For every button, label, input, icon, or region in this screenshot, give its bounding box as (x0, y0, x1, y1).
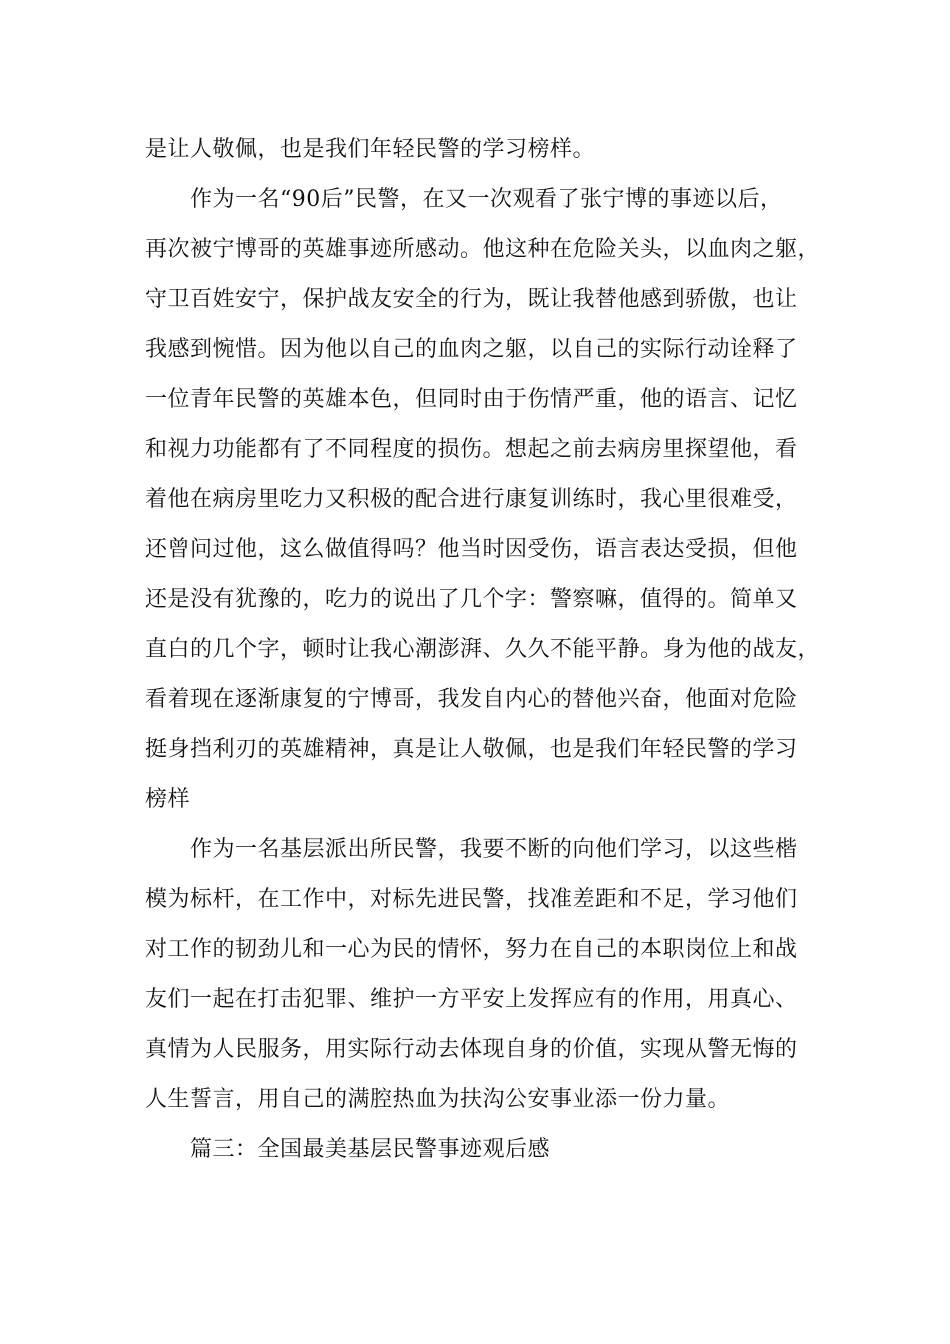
text-line: 对工作的韧劲儿和一心为民的情怀，努力在自己的本职岗位上和战 (145, 937, 798, 962)
text-line: 模为标杆，在工作中，对标先进民警，找准差距和不足，学习他们 (145, 887, 798, 912)
text-line: 挺身挡利刃的英雄精神，真是让人敬佩，也是我们年轻民警的学习 (145, 737, 798, 762)
section-heading: 篇三：全国最美基层民警事迹观后感 (190, 1137, 551, 1162)
text-line: 还是没有犹豫的，吃力的说出了几个字：警察嘛，值得的。简单又 (145, 587, 798, 612)
text-line: 守卫百姓安宁，保护战友安全的行为，既让我替他感到骄傲，也让 (145, 287, 798, 312)
text-line: 真情为人民服务，用实际行动去体现自身的价值，实现从警无悔的 (145, 1037, 798, 1062)
text-line: 和视力功能都有了不同程度的损伤。想起之前去病房里探望他，看 (145, 437, 798, 462)
text-line: 作为一名“90后”民警，在又一次观看了张宁博的事迹以后， (190, 187, 783, 212)
text-line: 作为一名基层派出所民警，我要不断的向他们学习，以这些楷 (190, 837, 798, 862)
text-line: 是让人敬佩，也是我们年轻民警的学习榜样。 (145, 137, 596, 162)
text-line: 再次被宁博哥的英雄事迹所感动。他这种在危险关头，以血肉之躯， (145, 237, 821, 262)
text-line: 着他在病房里吃力又积极的配合进行康复训练时，我心里很难受， (145, 487, 798, 512)
text-line: 一位青年民警的英雄本色，但同时由于伤情严重，他的语言、记忆 (145, 387, 798, 412)
text-line: 我感到惋惜。因为他以自己的血肉之躯，以自己的实际行动诠释了 (145, 337, 798, 362)
text-line: 直白的几个字，顿时让我心潮澎湃、久久不能平静。身为他的战友， (145, 637, 821, 662)
text-line: 还曾问过他，这么做值得吗？他当时因受伤，语言表达受损，但他 (145, 537, 798, 562)
text-line: 榜样 (145, 787, 191, 812)
text-line: 看着现在逐渐康复的宁博哥，我发自内心的替他兴奋，他面对危险 (145, 687, 798, 712)
text-line: 友们一起在打击犯罪、维护一方平安上发挥应有的作用，用真心、 (145, 987, 798, 1012)
text-line: 人生誓言，用自己的满腔热血为扶沟公安事业添一份力量。 (145, 1087, 731, 1112)
